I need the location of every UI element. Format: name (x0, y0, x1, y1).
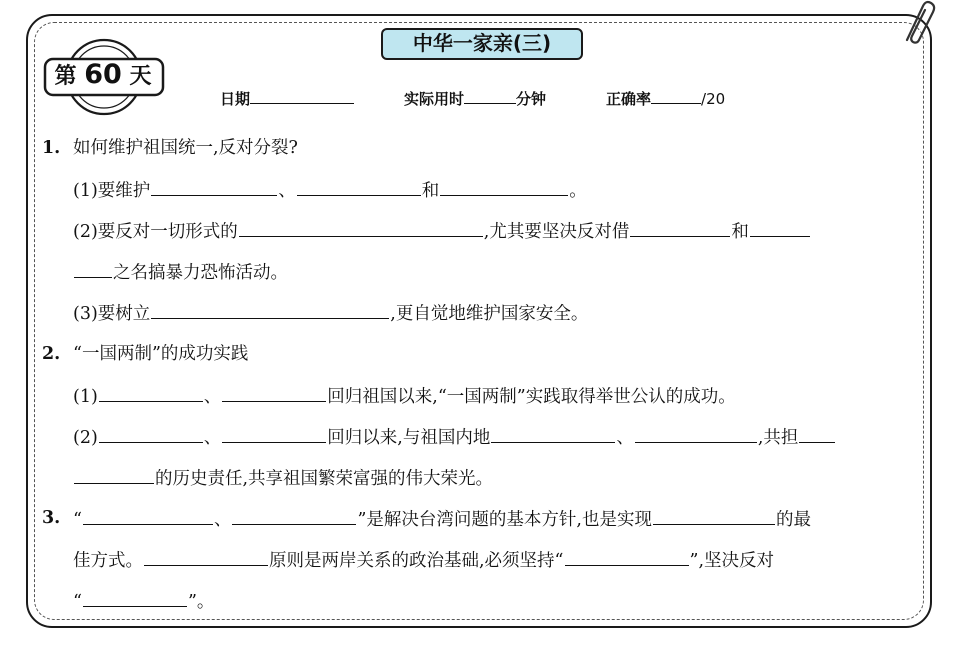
answer-blank[interactable] (83, 506, 213, 525)
question-1-part-2-cont: 之名搞暴力恐怖活动。 (73, 259, 288, 285)
question-1-number: 1. (42, 138, 61, 158)
question-2-part-1: (1) 、 回归祖国以来,“一国两制”实践取得举世公认的成功。 (73, 383, 736, 409)
answer-blank[interactable] (565, 547, 689, 566)
answer-blank[interactable] (99, 383, 203, 402)
answer-blank[interactable] (630, 218, 730, 237)
answer-blank[interactable] (750, 218, 810, 237)
answer-blank[interactable] (83, 588, 187, 607)
answer-blank[interactable] (74, 259, 112, 278)
answer-blank[interactable] (232, 506, 356, 525)
time-field[interactable]: 实际用时 分钟 (404, 90, 547, 108)
question-1-part-2: (2)要反对一切形式的 ,尤其要坚决反对借 和 (73, 218, 811, 244)
question-2-stem: “一国两制”的成功实践 (73, 344, 249, 364)
answer-blank[interactable] (239, 218, 483, 237)
day-label: 第 60 天 (54, 59, 152, 90)
question-3-number: 3. (42, 508, 61, 528)
question-3-line-1: “ 、 ”是解决台湾问题的基本方针,也是实现 的最 (73, 506, 811, 532)
question-1-stem: 如何维护祖国统一,反对分裂? (73, 138, 298, 158)
question-3-line-2: 佳方式。 原则是两岸关系的政治基础,必须坚持“ ”,坚决反对 (73, 547, 774, 573)
answer-blank[interactable] (440, 177, 568, 196)
answer-blank[interactable] (799, 424, 835, 443)
date-field[interactable]: 日期 (220, 88, 354, 109)
day-badge (39, 37, 169, 117)
answer-blank[interactable] (653, 506, 775, 525)
question-1-part-1: (1)要维护 、 和 。 (73, 177, 587, 203)
answer-blank[interactable] (635, 424, 757, 443)
question-2-part-2: (2) 、 回归以来,与祖国内地 、 ,共担 (73, 424, 836, 450)
answer-blank[interactable] (297, 177, 421, 196)
answer-blank[interactable] (151, 177, 277, 196)
question-2-part-2-cont: 的历史责任,共享祖国繁荣富强的伟大荣光。 (73, 465, 493, 491)
question-3-line-3: “ ”。 (73, 588, 214, 614)
question-1-part-3: (3)要树立 ,更自觉地维护国家安全。 (73, 300, 588, 326)
answer-blank[interactable] (151, 300, 389, 319)
day-number: 60 (84, 59, 122, 90)
answer-blank[interactable] (144, 547, 268, 566)
answer-blank[interactable] (491, 424, 615, 443)
answer-blank[interactable] (99, 424, 203, 443)
page-title: 中华一家亲(三) (381, 28, 583, 60)
answer-blank[interactable] (222, 383, 326, 402)
answer-blank[interactable] (222, 424, 326, 443)
answer-blank[interactable] (74, 465, 154, 484)
question-2-number: 2. (42, 344, 61, 364)
accuracy-field[interactable]: 正确率 /20 (606, 90, 726, 108)
paperclip-icon (893, 0, 937, 46)
